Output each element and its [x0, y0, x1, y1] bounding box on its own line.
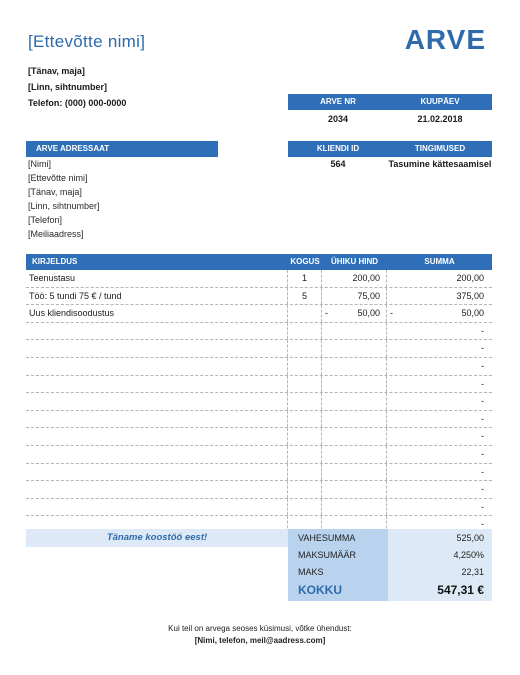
recipient-name: [Nimi]: [28, 159, 51, 169]
table-row: [26, 340, 492, 358]
row-unit-price: [322, 288, 387, 305]
row-amount: [387, 446, 492, 463]
tax-rate-value: 4,250%: [453, 550, 484, 560]
table-row: [26, 358, 492, 376]
amount-value: -: [481, 343, 484, 354]
recipient-city: [Linn, sihtnumber]: [28, 201, 100, 211]
row-amount: [387, 288, 492, 305]
table-row: [26, 288, 492, 306]
table-row: [26, 428, 492, 446]
table-row: [26, 411, 492, 429]
table-row: [26, 393, 492, 411]
table-row: [26, 499, 492, 517]
unit-minus-sign: -: [325, 308, 328, 319]
table-row: [26, 464, 492, 482]
terms-value: Tasumine kättesaamisel: [388, 159, 492, 169]
amount-value: 200,00: [456, 273, 484, 283]
row-amount: [387, 428, 492, 445]
amount-value: -: [481, 396, 484, 407]
row-amount: [387, 499, 492, 516]
amount-value: -: [481, 519, 484, 530]
row-quantity: [288, 305, 322, 322]
row-quantity: [288, 340, 322, 357]
row-quantity: [288, 323, 322, 340]
client-id-value: 564: [330, 159, 346, 169]
row-description: [26, 428, 288, 445]
row-description: [26, 411, 288, 428]
table-row: [26, 481, 492, 499]
items-table: [26, 254, 492, 534]
tax-rate-label: MAKSUMÄÄR: [298, 550, 357, 560]
row-description: Teenustasu: [26, 270, 288, 287]
row-unit-price: [322, 464, 387, 481]
row-description: [26, 358, 288, 375]
total-value: 547,31 €: [437, 583, 484, 597]
col-description: KIRJELDUS: [32, 257, 78, 266]
row-unit-price: [322, 376, 387, 393]
row-quantity: [288, 358, 322, 375]
row-unit-price: [322, 305, 387, 322]
table-row: [26, 270, 492, 288]
row-amount: [387, 376, 492, 393]
row-amount: [387, 481, 492, 498]
col-amount: SUMMA: [424, 257, 455, 266]
terms-header: TINGIMUSED: [388, 141, 492, 157]
row-unit-price: [322, 270, 387, 287]
row-unit-price: [322, 411, 387, 428]
invoice-date-header: KUUPÄEV: [388, 94, 492, 110]
row-quantity: 1: [288, 270, 322, 287]
row-quantity: [288, 428, 322, 445]
recipient-company: [Ettevõtte nimi]: [28, 173, 88, 183]
document-title: ARVE: [404, 24, 486, 55]
footer-contact-details: [Nimi, telefon, meil@aadress.com]: [194, 636, 326, 645]
row-unit-price: [322, 499, 387, 516]
row-quantity: [288, 446, 322, 463]
row-unit-price: [322, 323, 387, 340]
footer-contact-note: Kui teil on arvega seoses küsimusi, võtke ühendust:: [168, 624, 352, 633]
row-description: [26, 323, 288, 340]
client-id-header: KLIENDI ID: [288, 141, 388, 157]
recipient-phone: [Telefon]: [28, 215, 63, 225]
table-row: [26, 376, 492, 394]
row-amount: [387, 270, 492, 287]
items-table-header: [26, 254, 492, 270]
recipient-email: [Meiliaadress]: [28, 229, 84, 239]
subtotal-value: 525,00: [456, 533, 484, 543]
row-description: Töö: 5 tundi 75 € / tund: [26, 288, 288, 305]
row-unit-price: [322, 446, 387, 463]
thanks-message: Täname koostöö eest!: [26, 529, 288, 547]
sender-street: [Tänav, maja]: [28, 66, 85, 76]
company-name: [Ettevõtte nimi]: [28, 32, 146, 51]
invoice-date-value: 21.02.2018: [417, 114, 463, 124]
total-label: KOKKU: [298, 583, 342, 597]
row-unit-price: [322, 393, 387, 410]
row-description: [26, 376, 288, 393]
row-description: [26, 446, 288, 463]
unit-price-value: 50,00: [357, 308, 380, 319]
amount-value: -: [481, 413, 484, 424]
tax-value: 22,31: [461, 567, 484, 577]
amount-value: 50,00: [461, 308, 484, 319]
row-description: [26, 481, 288, 498]
row-description: [26, 499, 288, 516]
row-quantity: 5: [288, 288, 322, 305]
amount-value: -: [481, 378, 484, 389]
row-description: Uus kliendisoodustus: [26, 305, 288, 322]
amount-value: -: [481, 360, 484, 371]
row-description: [26, 464, 288, 481]
row-quantity: [288, 411, 322, 428]
unit-price-value: 200,00: [352, 273, 380, 283]
row-unit-price: [322, 428, 387, 445]
totals-values: [388, 529, 492, 601]
row-unit-price: [322, 481, 387, 498]
amount-value: 375,00: [456, 290, 484, 301]
row-amount: [387, 411, 492, 428]
invoice-no-value: 2034: [327, 114, 349, 124]
row-quantity: [288, 499, 322, 516]
col-quantity: KOGUS: [290, 257, 320, 266]
items-table-body: [26, 270, 492, 534]
row-unit-price: [322, 340, 387, 357]
amount-value: -: [481, 501, 484, 512]
row-amount: [387, 323, 492, 340]
tax-label: MAKS: [298, 567, 324, 577]
invoice-no-header: ARVE NR: [288, 94, 388, 110]
row-amount: [387, 464, 492, 481]
amount-value: -: [481, 431, 484, 442]
row-amount: [387, 393, 492, 410]
row-unit-price: [322, 358, 387, 375]
recipient-header: ARVE ADRESSAAT: [26, 141, 218, 157]
row-quantity: [288, 393, 322, 410]
table-row: [26, 446, 492, 464]
sender-city: [Linn, sihtnumber]: [28, 82, 107, 92]
recipient-street: [Tänav, maja]: [28, 187, 82, 197]
totals-labels: [288, 529, 388, 601]
sender-phone: Telefon: (000) 000-0000: [28, 98, 127, 108]
row-amount: [387, 340, 492, 357]
amount-value: -: [481, 484, 484, 495]
amount-value: -: [481, 466, 484, 477]
row-description: [26, 393, 288, 410]
amount-value: -: [481, 325, 484, 336]
amount-minus-sign: -: [390, 308, 393, 319]
subtotal-label: VAHESUMMA: [298, 533, 356, 543]
table-row: [26, 305, 492, 323]
row-quantity: [288, 464, 322, 481]
unit-price-value: 75,00: [357, 290, 380, 301]
row-quantity: [288, 376, 322, 393]
amount-value: -: [481, 448, 484, 459]
table-row: [26, 323, 492, 341]
row-quantity: [288, 481, 322, 498]
row-amount: [387, 358, 492, 375]
row-description: [26, 340, 288, 357]
col-unit-price: ÜHIKU HIND: [330, 257, 379, 266]
row-amount: [387, 305, 492, 322]
